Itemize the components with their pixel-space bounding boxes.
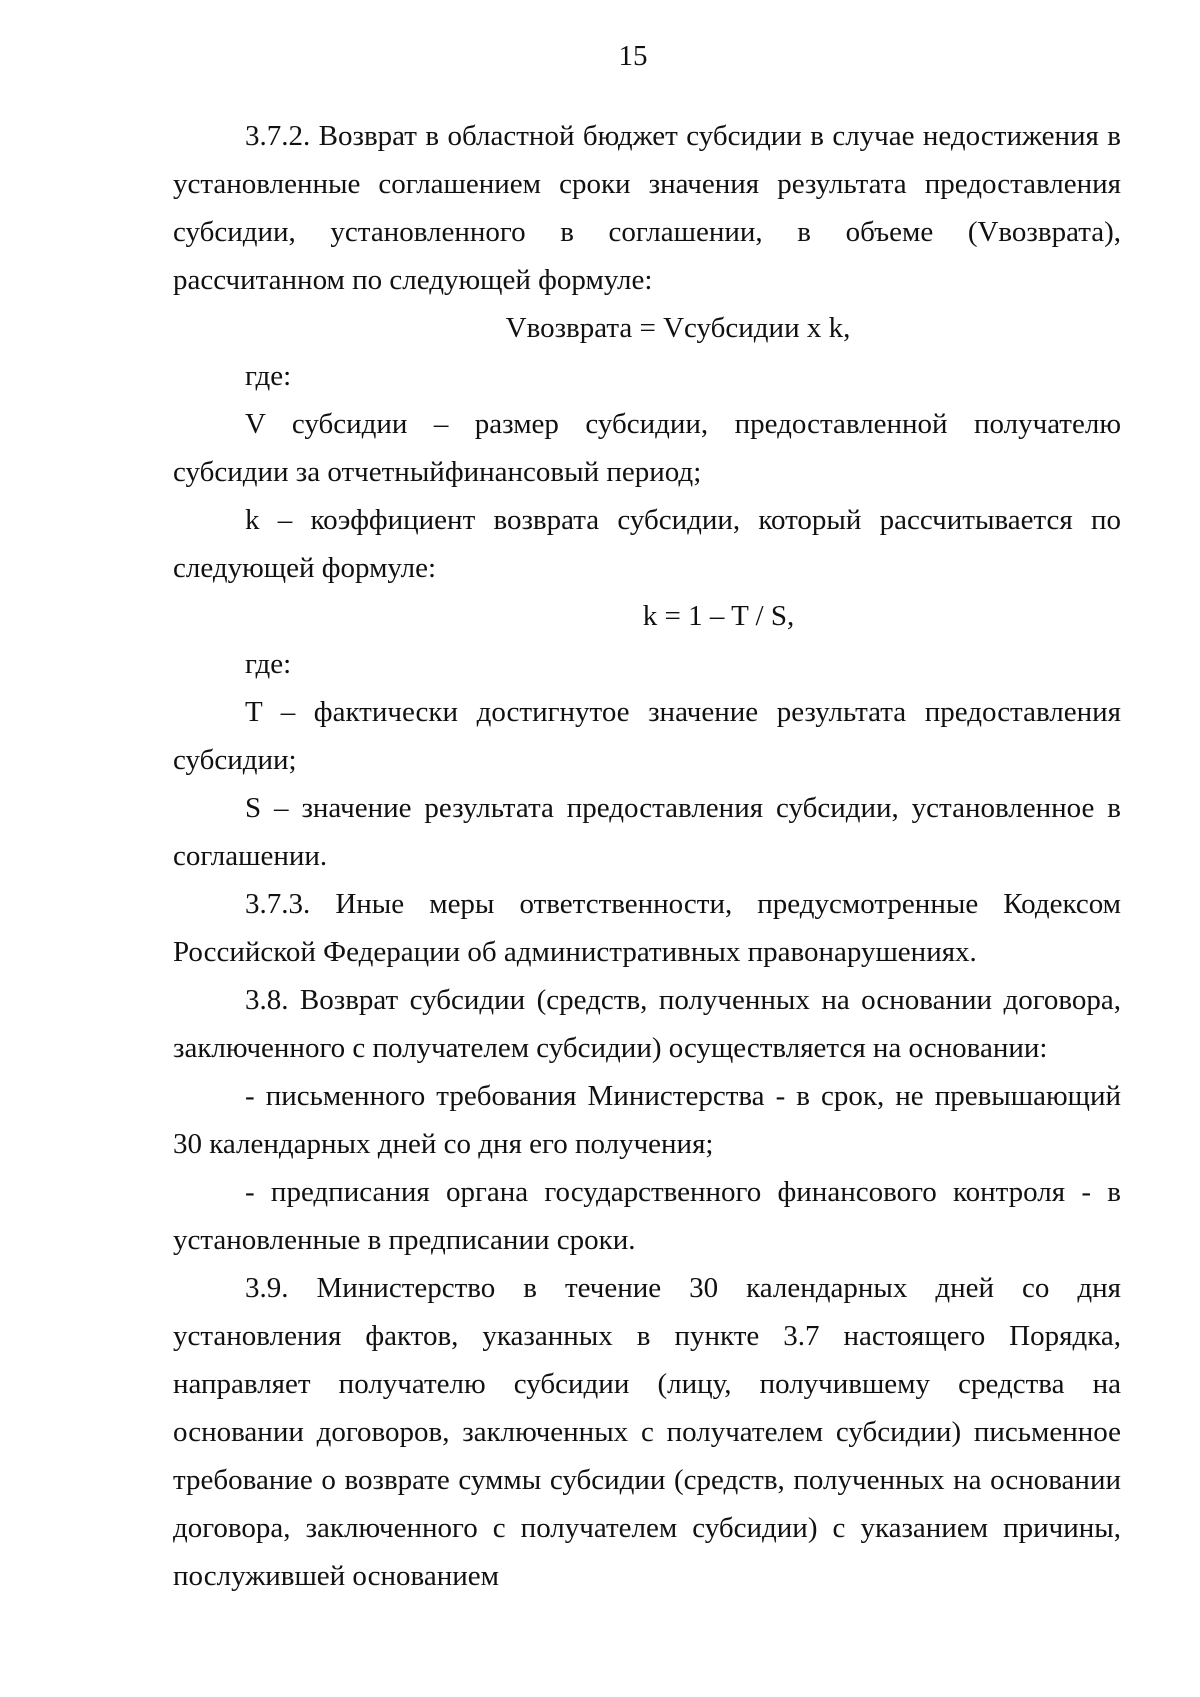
definition-t: T – фактически достигнутое значение результата предоставления субсидии;: [173, 696, 1121, 776]
definition-s: S – значение результата предоставления субсидии, установленное в соглашении.: [173, 792, 1121, 872]
list-item-prescription: - предписания органа государственного финансового контроля - в установленные в предписании сроки.: [173, 1176, 1121, 1256]
formula-return-volume: Vвозврата = Vсубсидии x k,: [505, 312, 851, 344]
formula-k: k = 1 – T / S,: [642, 600, 795, 632]
document-body: [173, 112, 1121, 1600]
definition-k: k – коэффициент возврата субсидии, который рассчитывается по следующей формуле:: [173, 504, 1121, 584]
list-item-written-demand: - письменного требования Министерства - в срок, не превышающий 30 календарных дней со дня его получения;: [173, 1080, 1121, 1160]
where-label: где:: [245, 360, 292, 392]
paragraph-3-9: 3.9. Министерство в течение 30 календарных дней со дня установления фактов, указанных в пункте 3.7 настоящего Порядка, направляет получателю субсидии (лицу, получившему средства на основании договоров, заключенных с получателем субсидии) письменное требование о возврате суммы субсидии (средств, полученных на основании договора, заключенного с получателем субсидии) с указанием причины, послужившей основанием: [173, 1272, 1121, 1592]
definition-v-subsidy: V субсидии – размер субсидии, предоставленной получателю субсидии за отчетныйфинансовый период;: [173, 408, 1121, 488]
paragraph-3-7-3: 3.7.3. Иные меры ответственности, предусмотренные Кодексом Российской Федерации об административных правонарушениях.: [173, 888, 1121, 968]
page-number: 15: [618, 40, 648, 72]
paragraph-3-7-2: 3.7.2. Возврат в областной бюджет субсидии в случае недостижения в установленные соглашением сроки значения результата предоставления субсидии, установленного в соглашении, в объеме (Vвозврата), рассчитанном по следующей формуле:: [173, 120, 1121, 296]
paragraph-3-8: 3.8. Возврат субсидии (средств, полученных на основании договора, заключенного с получателем субсидии) осуществляется на основании:: [173, 984, 1121, 1064]
where-label: где:: [245, 648, 292, 680]
